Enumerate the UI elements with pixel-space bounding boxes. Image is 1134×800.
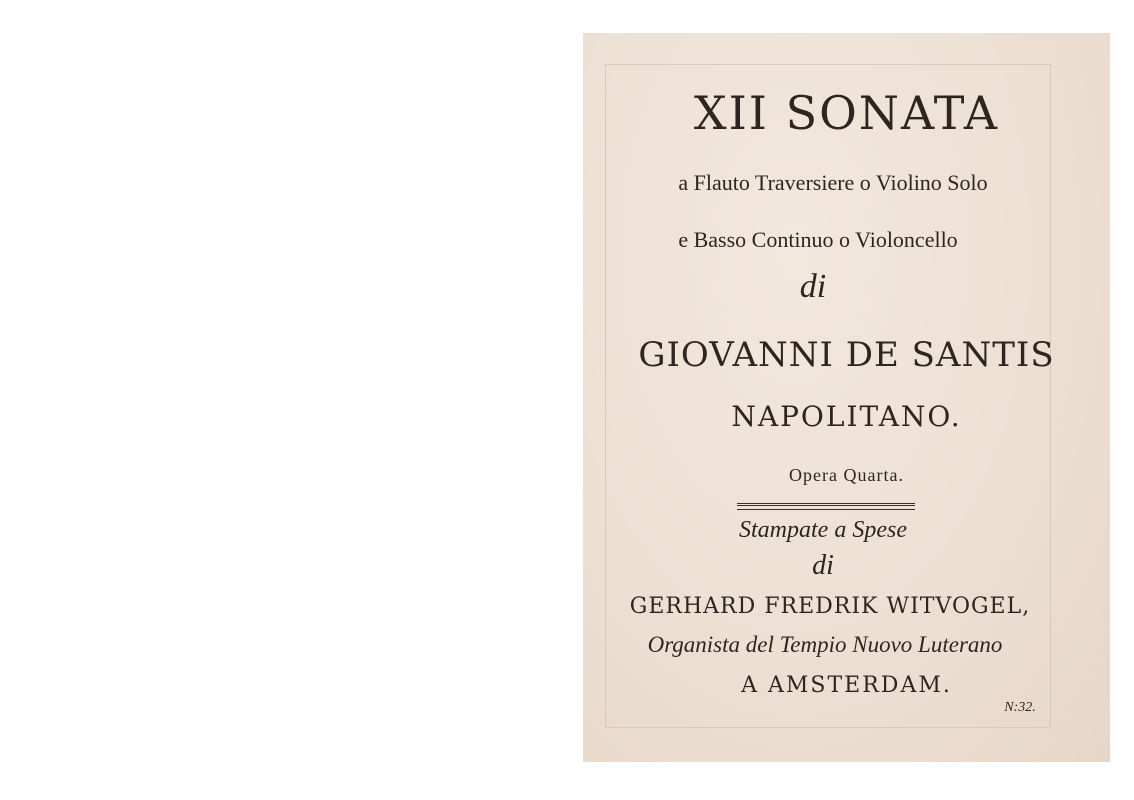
plate-number: N:32. [1004, 700, 1036, 715]
engraved-plate-border [605, 64, 1051, 728]
subtitle-line-2: e Basso Continuo o Violoncello [678, 227, 958, 252]
publisher-name: GERHARD FREDRIK WITVOGEL, [629, 594, 1031, 619]
publication-city: A AMSTERDAM. [741, 673, 952, 698]
ornamental-rule [737, 503, 915, 510]
publisher-title: Organista del Tempio Nuovo Luterano [647, 632, 1003, 657]
page-title: XII SONATA [693, 86, 1000, 140]
subtitle-line-1: a Flauto Traversiere o Violino Solo [678, 170, 988, 195]
composer-name: GIOVANNI DE SANTIS [638, 335, 1055, 375]
composer-origin: NAPOLITANO. [731, 400, 962, 433]
di-script-1: di [799, 268, 827, 305]
printed-at-expense: Stampate a Spese [739, 517, 907, 543]
di-script-2: di [812, 550, 834, 581]
opus-number: Opera Quarta. [789, 465, 904, 485]
